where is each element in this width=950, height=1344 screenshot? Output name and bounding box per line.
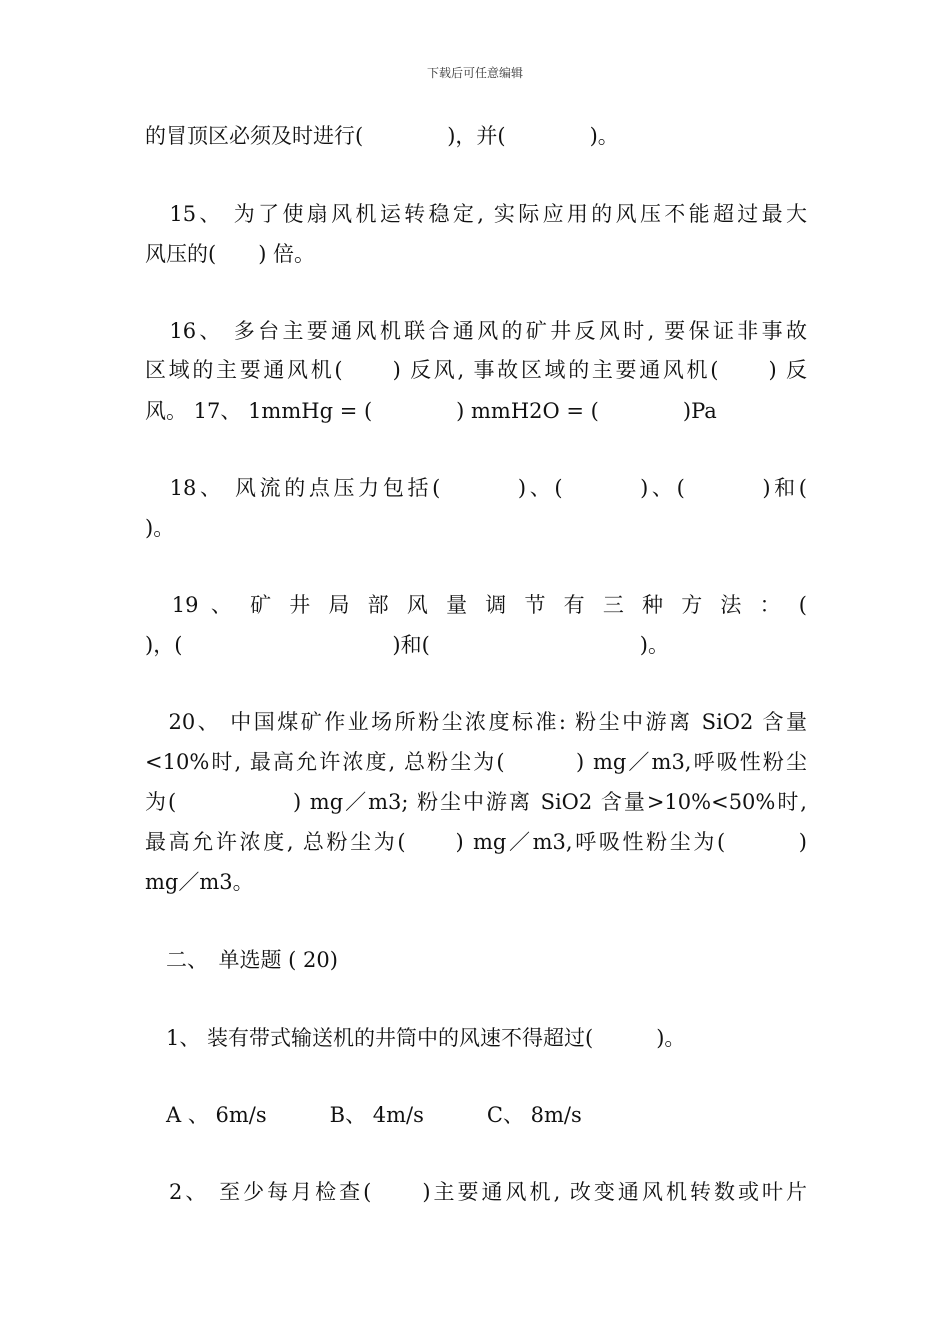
text-line: 区域的主要通风机( ) 反风, 事故区域的主要通风机( ) 反 <box>145 358 807 382</box>
mcq-1-options: A 、 6m/s B、 4m/s C、 8m/s <box>145 1103 582 1127</box>
text-line: 风压的( ) 倍。 <box>145 242 316 266</box>
text-line: )。 <box>145 516 175 540</box>
question-19-line: 19 、 矿 井 局 部 风 量 调 节 有 三 种 方 法 ： ( <box>145 593 807 617</box>
text-line: )，( )和( )。 <box>145 633 669 657</box>
question-18-line: 18、 风流的点压力包括( )、( )、( )和( <box>145 476 807 500</box>
question-16-line: 16、 多台主要通风机联合通风的矿井反风时, 要保证非事故 <box>145 319 807 343</box>
question-17-line: 风。 17、 1mmHg = ( ) mmH2O = ( )Pa <box>145 399 717 423</box>
text-line: 最高允许浓度, 总粉尘为( ) mg／m3,呼吸性粉尘为( ) <box>145 830 807 854</box>
text-line: <10%时, 最高允许浓度, 总粉尘为( ) mg／m3,呼吸性粉尘 <box>145 750 807 774</box>
mcq-1-line: 1、 装有带式输送机的井筒中的风速不得超过( )。 <box>145 1026 686 1050</box>
text-line: 的冒顶区必须及时进行( )，并( )。 <box>145 124 619 148</box>
text-line: 为( ) mg／m3; 粉尘中游离 SiO2 含量>10%<50%时, <box>145 790 807 814</box>
question-20-line: 20、 中国煤矿作业场所粉尘浓度标准: 粉尘中游离 SiO2 含量 <box>145 710 807 734</box>
section-heading: 二、 单选题 ( 20) <box>145 948 338 972</box>
page-header: 下载后可任意编辑 <box>426 66 523 80</box>
mcq-2-line: 2、 至少每月检查( )主要通风机, 改变通风机转数或叶片 <box>145 1180 807 1204</box>
text-line: mg／m3。 <box>145 870 254 894</box>
question-15-line: 15、 为了使扇风机运转稳定, 实际应用的风压不能超过最大 <box>145 202 807 226</box>
